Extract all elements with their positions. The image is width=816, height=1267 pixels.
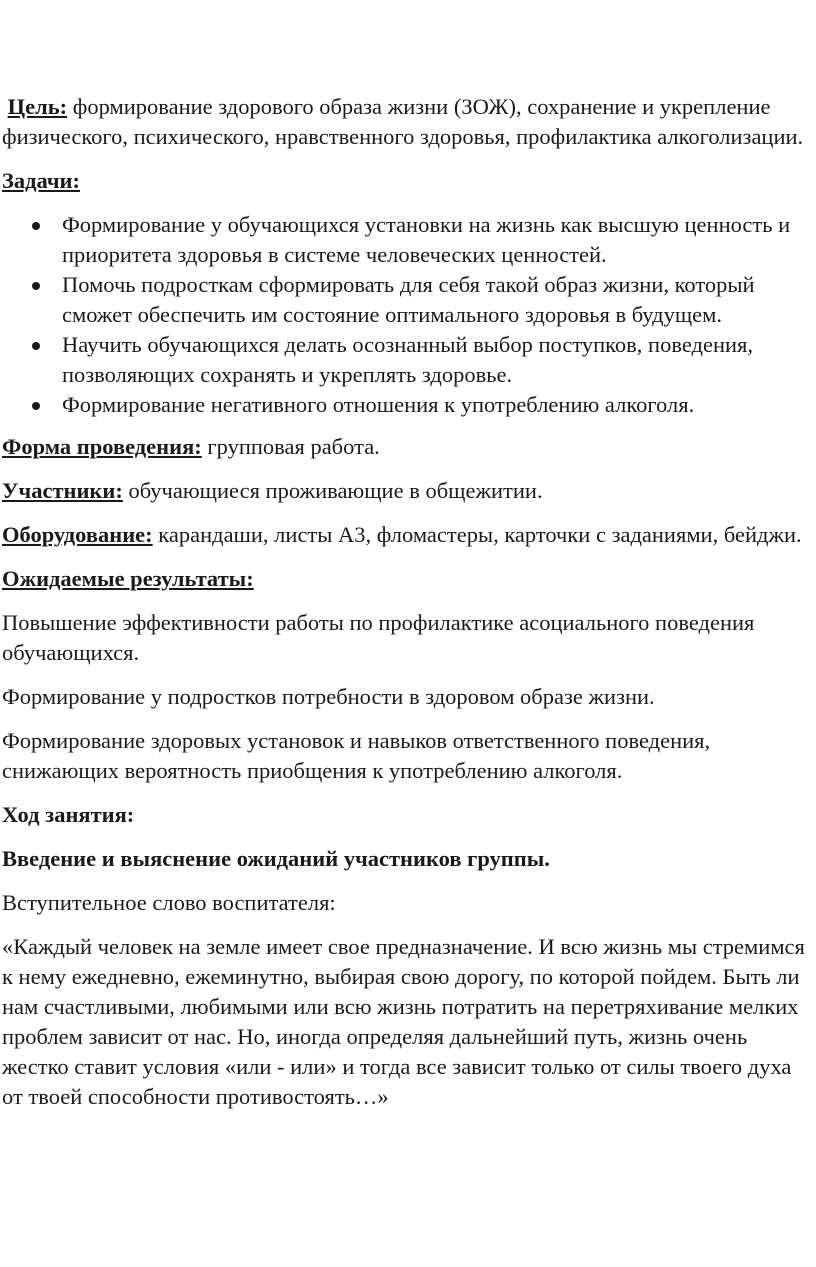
task-text: Научить обучающихся делать осознанный выбор поступков, поведения, позволяющих сохранять и укреплять здоровье. [62,332,754,387]
list-item [2,330,814,390]
results-label: Ожидаемые результаты: [2,566,254,591]
lesson-subheading: Введение и выяснение ожиданий участников группы. [2,846,550,871]
equipment-text: карандаши, листы А3, фломастеры, карточки с заданиями, бейджи. [152,522,802,547]
task-text: Формирование у обучающихся установки на жизнь как высшую ценность и приоритета здоровья в системе человеческих ценностей. [62,212,791,267]
task-text: Формирование негативного отношения к употреблению алкоголя. [62,392,695,417]
goal-paragraph [2,92,814,152]
participants-text: обучающиеся проживающие в общежитии. [122,478,543,503]
participants-label: Участники: [2,478,123,503]
lesson-intro: Вступительное слово воспитателя: [2,890,336,915]
results-heading-paragraph [2,564,814,594]
list-item [2,210,814,270]
results-paragraph-3: Формирование здоровых установок и навыков ответственного поведения, снижающих вероятность приобщения к употреблению алкоголя. [2,728,711,783]
list-item [2,390,814,420]
results-paragraph-2: Формирование у подростков потребности в здоровом образе жизни. [2,684,655,709]
bullet-icon [32,402,40,410]
form-label: Форма проведения: [2,434,202,459]
task-text: Помочь подросткам сформировать для себя такой образ жизни, который сможет обеспечить им состояние оптимального здоровья в будущем. [62,272,755,327]
list-item [2,270,814,330]
tasks-label: Задачи: [2,168,81,193]
form-paragraph [2,432,814,462]
tasks-list [2,210,814,420]
document-page [2,92,814,1126]
form-text: групповая работа. [201,434,380,459]
participants-paragraph [2,476,814,506]
lesson-heading: Ход занятия: [2,802,135,827]
bullet-icon [32,342,40,350]
tasks-heading-paragraph [2,166,814,196]
equipment-label: Оборудование: [2,522,153,547]
lesson-quote: «Каждый человек на земле имеет свое предназначение. И всю жизнь мы стремимся к нему ежедневно, ежеминутно, выбирая свою дорогу, по которой пойдем. Быть ли нам счастливыми, любимыми или всю жизнь потратить на перетряхивание мелких проблем зависит от нас. Но, иногда определяя дальнейший путь, жизнь очень жестко ставит условия «или - или» и тогда все зависит только от силы твоего духа от твоей способности противостоять…» [2,934,805,1109]
bullet-icon [32,222,40,230]
equipment-paragraph [2,520,814,550]
goal-label: Цель: [7,94,68,119]
goal-text: формирование здорового образа жизни (ЗОЖ), сохранение и укрепление физического, психического, нравственного здоровья, профилактика алкоголизации. [2,94,804,149]
bullet-icon [32,282,40,290]
results-paragraph-1: Повышение эффективности работы по профилактике асоциального поведения обучающихся. [2,610,755,665]
